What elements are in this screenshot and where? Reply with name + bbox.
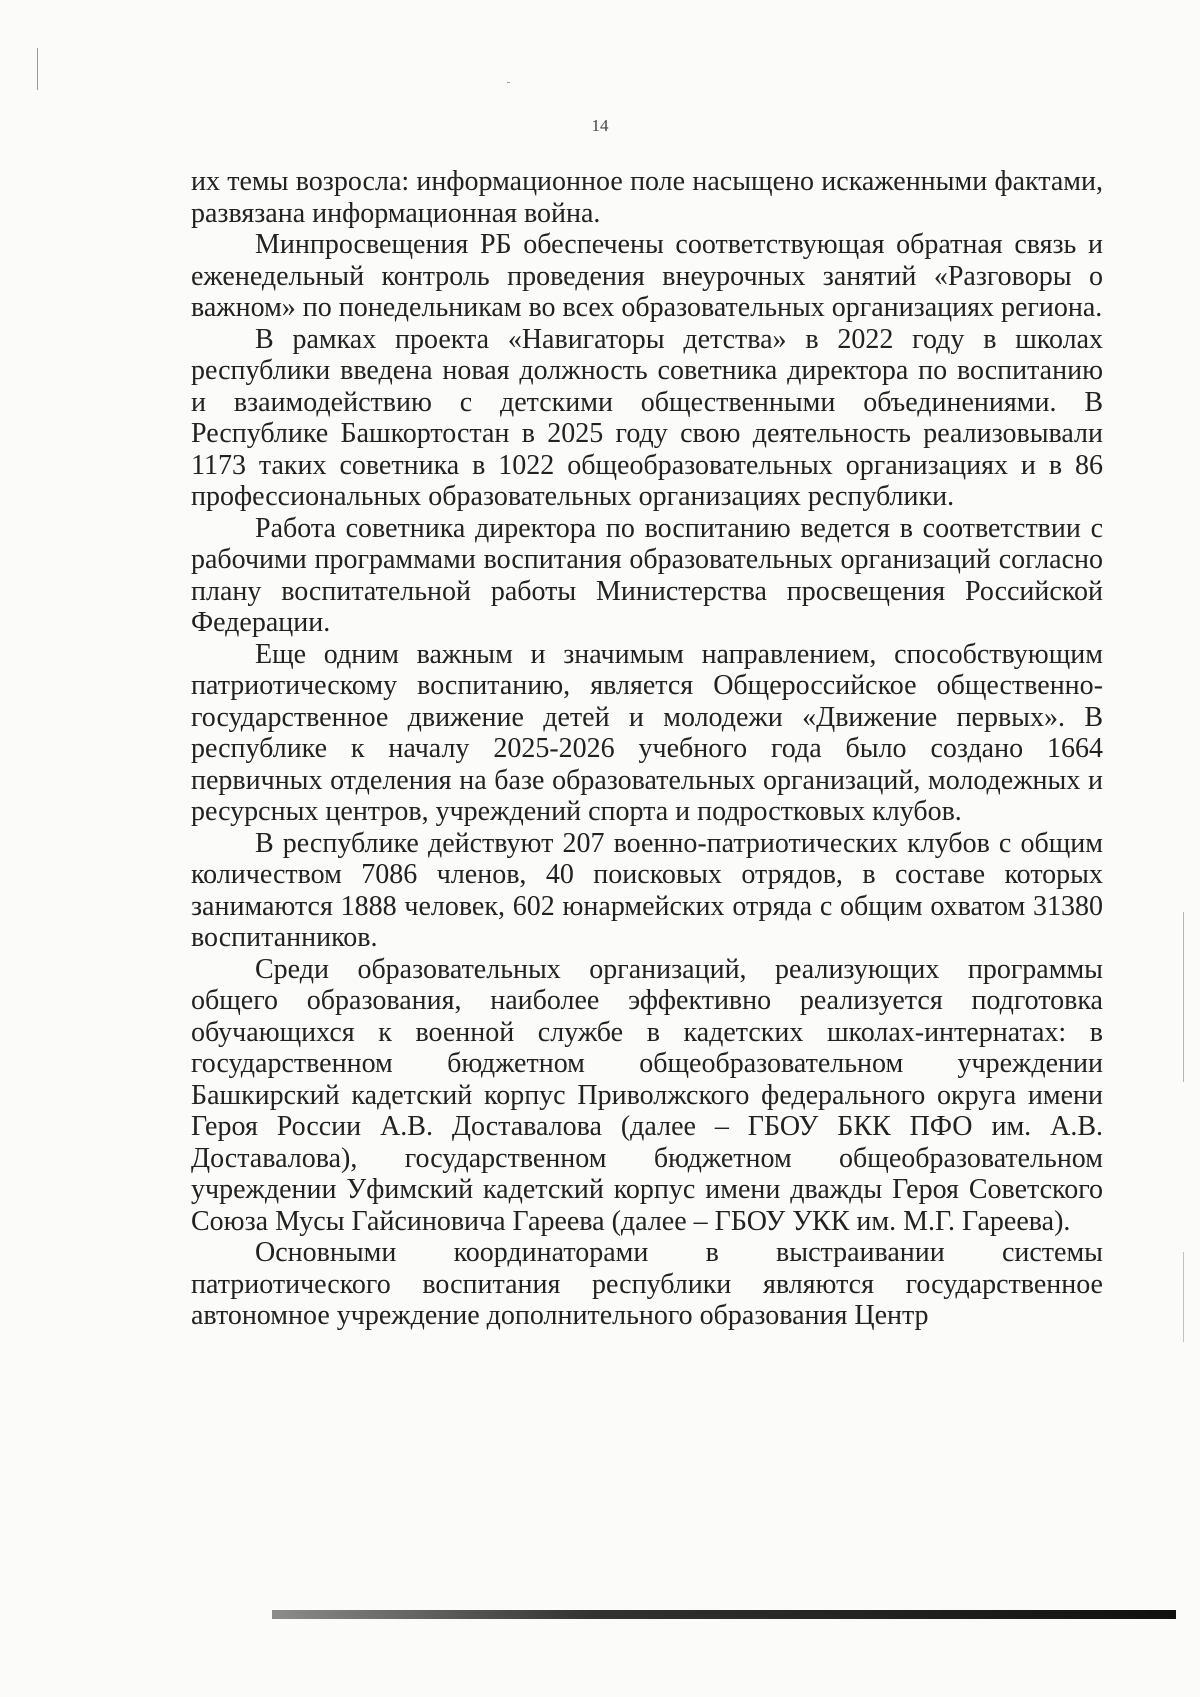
page-number: 14 [591,116,609,135]
paragraph-feedback-control: Минпросвещения РБ обеспечены соответствующая обратная связь и еженедельный контроль проведения внеурочных занятий «Разговоры о важном» по понедельникам во всех образовательных организациях региона. [191,229,1103,323]
paragraph-military-clubs: В республике действуют 207 военно-патриотических клубов с общим количеством 7086 членов, 40 поисковых отрядов, в составе которых занимаются 1888 человек, 602 юнармейских отряда с общим охватом 31380 воспитанников. [191,827,1103,953]
scan-artifact-right-lower [1183,1252,1184,1342]
paragraph-cadet-schools: Среди образовательных организаций, реализующих программы общего образования, наиболее эффективно реализуется подготовка обучающихся к военной службе в кадетских школах-интернатах: в государственном бюджетном общеобразовательном учреждении Башкирский кадетский корпус Приволжского федерального округа имени Героя России А.В. Доставалова (далее – ГБОУ БКК ПФО им. А.В. Доставалова), государственном бюджетном общеобразовательном учреждении Уфимский кадетский корпус имени дважды Героя Советского Союза Мусы Гайсиновича Гареева (далее – ГБОУ УКК им. М.Г. Гареева). [191,953,1103,1237]
paragraph-advisor-work: Работа советника директора по воспитанию ведется в соответствии с рабочими программами воспитания образовательных организаций согласно плану воспитательной работы Министерства просвещения Российской Федерации. [191,512,1103,638]
paragraph-navigators-project: В рамках проекта «Навигаторы детства» в 2022 году в школах республики введена новая должность советника директора по воспитанию и взаимодействию с детскими общественными объединениями. В Республике Башкортостан в 2025 году свою деятельность реализовывали 1173 таких советника в 1022 общеобразовательных организациях и в 86 профессиональных образовательных организациях республики. [191,323,1103,512]
paragraph-continuation: их темы возросла: информационное поле насыщено искаженными фактами, развязана информационная война. [191,166,1103,229]
scan-artifact-left [37,48,38,90]
scan-artifact-right [1183,912,1184,1082]
paragraph-movement-of-first: Еще одним важным и значимым направлением, способствующим патриотическому воспитанию, является Общероссийское общественно-государственное движение детей и молодежи «Движение первых». В республике к началу 2025-2026 учебного года было создано 1664 первичных отделения на базе образовательных организаций, молодежных и ресурсных центров, учреждений спорта и подростковых клубов. [191,638,1103,827]
scan-artifact-dot [507,82,510,83]
bottom-scan-rule [272,1610,1176,1619]
document-body [191,166,1103,1332]
paragraph-coordinators: Основными координаторами в выстраивании системы патриотического воспитания республики являются государственное автономное учреждение дополнительного образования Центр [191,1237,1103,1331]
